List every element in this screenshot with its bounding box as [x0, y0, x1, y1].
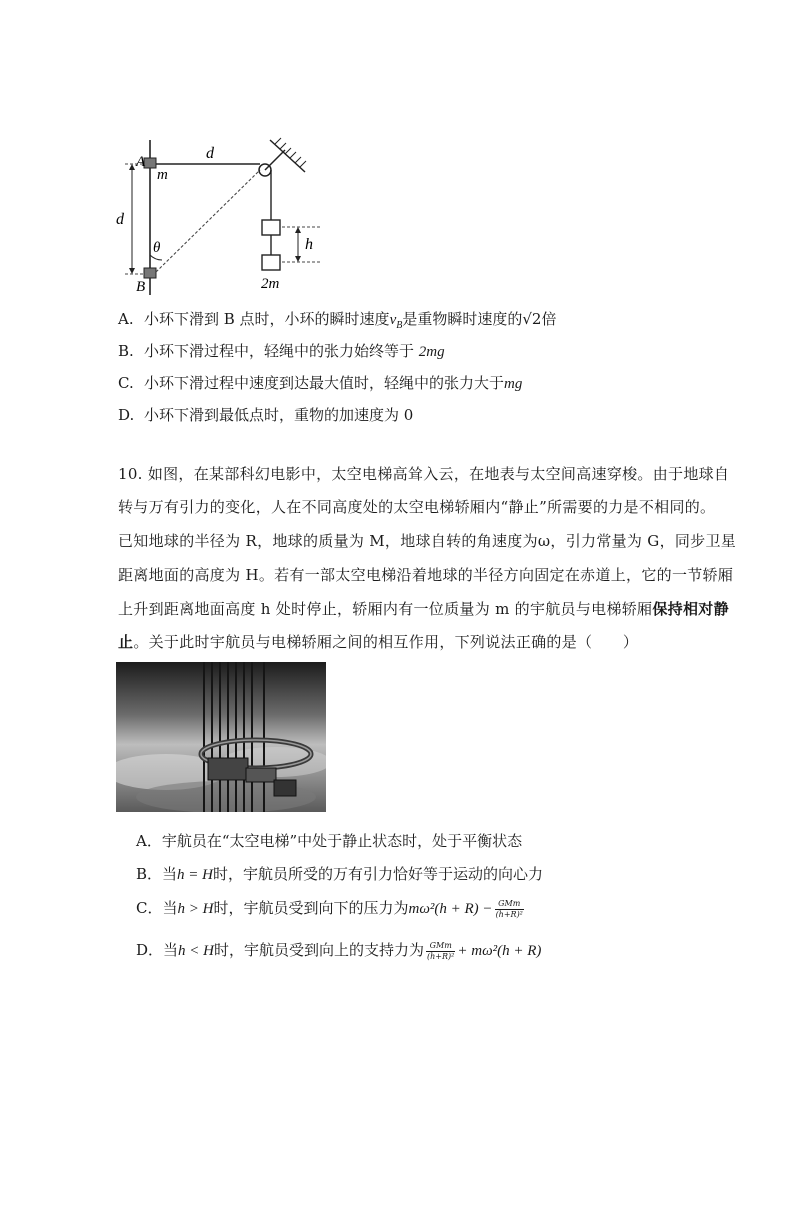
- rope-dashed: [156, 170, 260, 272]
- q10-option-d: D．当h < H时，宇航员受到向上的支持力为 $\frac{\text{GMm}}{\text{(h+R)²}}$ + mω²(h + R): [136, 940, 542, 961]
- q10-line-2: 转与万有引力的变化，人在不同高度处的太空电梯轿厢内“静止”所需要的力是不相同的。: [118, 498, 716, 516]
- weight-lower-position: [262, 255, 280, 270]
- q10-option-c: C．当h > H时，宇航员受到向下的压力为mω²(h + R) − $\frac{\text{GMm}}{\text{(h+R)²}}$: [136, 898, 523, 919]
- q9-option-a: A. 小环下滑到 B 点时，小环的瞬时速度$v_B$是重物瞬时速度的√2倍: [118, 310, 557, 331]
- pulley-support: [265, 150, 285, 170]
- q10-option-b: B．当h = H时，宇航员所受的万有引力恰好等于运动的向心力: [136, 865, 544, 883]
- label-b: B: [136, 279, 146, 295]
- label-a: A: [136, 154, 146, 170]
- label-2m: 2m: [261, 276, 280, 292]
- ring-b: [144, 268, 156, 278]
- space-elevator-photo: [116, 662, 326, 812]
- q10-line-5: 上升到距离地面高度 h 处时停止，轿厢内有一位质量为 m 的宇航员与电梯轿厢保持相对静: [118, 600, 729, 618]
- ceiling-hatch: [275, 138, 306, 167]
- fraction: $\frac{\text{GMm}}{\text{(h+R)²}}$: [495, 898, 523, 919]
- label-d-left: d: [116, 211, 124, 228]
- label-h: h: [305, 236, 313, 253]
- bold-phrase: 保持相对静: [652, 600, 729, 618]
- weight-upper-position: [262, 220, 280, 235]
- pulley-diagram: [110, 130, 330, 300]
- q10-option-a: A．宇航员在“太空电梯”中处于静止状态时，处于平衡状态: [136, 832, 523, 850]
- label-theta: θ: [153, 240, 161, 256]
- q10-line-6: 止。关于此时宇航员与电梯轿厢之间的相互作用，下列说法正确的是（ ）: [118, 633, 639, 651]
- label-d-top: d: [206, 145, 214, 162]
- q10-line-3: 已知地球的半径为 R，地球的质量为 M，地球自转的角速度为ω，引力常量为 G，同步卫星: [118, 532, 737, 550]
- option-letter: A.: [118, 310, 134, 328]
- q9-option-c: C. 小环下滑过程中速度到达最大值时，轻绳中的张力大于mg: [118, 374, 523, 392]
- q9-option-b: B. 小环下滑过程中，轻绳中的张力始终等于 2mg: [118, 342, 445, 360]
- fraction: $\frac{\text{GMm}}{\text{(h+R)²}}$: [427, 940, 455, 961]
- q10-line-1: 10. 如图，在某部科幻电影中，太空电梯高耸入云，在地表与太空间高速穿梭。由于地球自: [118, 465, 730, 483]
- q10-line-4: 距离地面的高度为 H。若有一部太空电梯沿着地球的半径方向固定在赤道上，它的一节轿厢: [118, 566, 734, 584]
- ceiling: [270, 140, 305, 172]
- q9-option-d: D. 小环下滑到最低点时，重物的加速度为 0: [118, 406, 414, 424]
- label-m: m: [157, 167, 168, 183]
- ring-a: [144, 158, 156, 168]
